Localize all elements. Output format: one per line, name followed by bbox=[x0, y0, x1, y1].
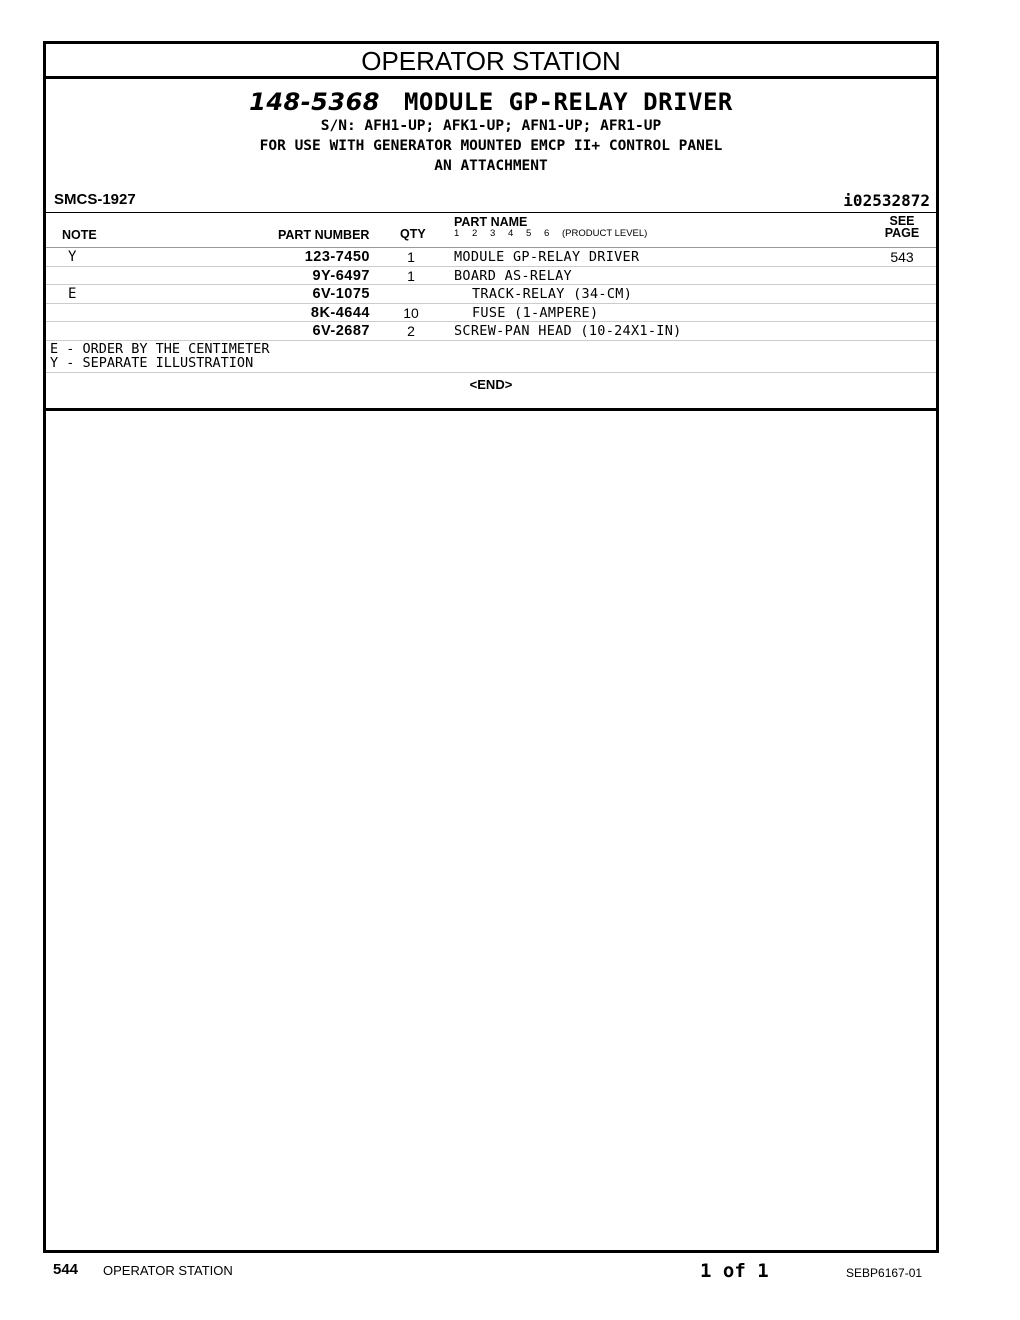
row-qty: 2 bbox=[407, 323, 415, 339]
table-row bbox=[46, 304, 936, 323]
row-part-name: BOARD AS-RELAY bbox=[454, 267, 572, 284]
row-part-number: 8K-4644 bbox=[310, 304, 370, 321]
footnote-y: Y - SEPARATE ILLUSTRATION bbox=[50, 355, 254, 371]
header-qty: QTY bbox=[400, 227, 426, 241]
level-5: 5 bbox=[526, 228, 532, 239]
header-part-name: PART NAME bbox=[454, 215, 528, 229]
header-note: NOTE bbox=[62, 228, 97, 242]
row-qty: 1 bbox=[407, 249, 415, 265]
row-qty: 1 bbox=[407, 267, 415, 284]
smcs-code: SMCS-1927 bbox=[54, 191, 136, 208]
usage-line: FOR USE WITH GENERATOR MOUNTED EMCP II+ CONTROL PANEL bbox=[259, 138, 723, 154]
row-part-number: 6V-1075 bbox=[312, 286, 370, 302]
end-marker: <END> bbox=[469, 376, 513, 392]
footer-section: OPERATOR STATION bbox=[103, 1263, 233, 1278]
title-block bbox=[46, 88, 936, 176]
frame-divider bbox=[46, 408, 936, 411]
footer-page-count: 1 of 1 bbox=[700, 1260, 769, 1282]
header-page: PAGE bbox=[884, 226, 920, 240]
header-see-page bbox=[871, 215, 933, 239]
row-note: Y bbox=[68, 249, 77, 265]
footer-document-id: SEBP6167-01 bbox=[846, 1266, 923, 1280]
footnote-e: E - ORDER BY THE CENTIMETER bbox=[50, 340, 270, 357]
row-part-name: MODULE GP-RELAY DRIVER bbox=[454, 249, 640, 265]
row-part-name: FUSE (1-AMPERE) bbox=[472, 304, 599, 321]
title bbox=[46, 88, 936, 116]
page-footer bbox=[0, 1259, 1020, 1289]
meta-row bbox=[46, 188, 936, 213]
title-part-number: 148-5368 bbox=[249, 88, 380, 116]
footer-page-number: 544 bbox=[53, 1261, 79, 1278]
level-3: 3 bbox=[490, 228, 496, 239]
row-part-name: TRACK-RELAY (34-CM) bbox=[472, 286, 633, 302]
row-part-number: 123-7450 bbox=[304, 249, 370, 265]
table-row bbox=[46, 322, 936, 341]
footnotes bbox=[46, 341, 936, 373]
attachment-line: AN ATTACHMENT bbox=[434, 158, 548, 174]
page-frame bbox=[43, 41, 939, 1253]
level-2: 2 bbox=[472, 228, 478, 239]
header-see: SEE bbox=[889, 214, 915, 228]
level-label: (PRODUCT LEVEL) bbox=[562, 228, 648, 239]
section-header: OPERATOR STATION bbox=[46, 44, 936, 79]
column-headers bbox=[46, 213, 936, 248]
serial-numbers: S/N: AFH1-UP; AFK1-UP; AFN1-UP; AFR1-UP bbox=[320, 118, 662, 134]
illustration-id: i02532872 bbox=[843, 191, 930, 210]
row-part-name: SCREW-PAN HEAD (10-24X1-IN) bbox=[454, 323, 682, 339]
header-product-levels bbox=[454, 228, 647, 239]
level-6: 6 bbox=[544, 228, 550, 239]
level-4: 4 bbox=[508, 228, 514, 239]
row-qty: 10 bbox=[403, 304, 419, 321]
row-part-number: 6V-2687 bbox=[312, 323, 370, 339]
row-part-number: 9Y-6497 bbox=[312, 267, 370, 284]
table-row bbox=[46, 248, 936, 267]
title-name: MODULE GP-RELAY DRIVER bbox=[403, 88, 733, 116]
row-see-page: 543 bbox=[890, 249, 914, 265]
level-1: 1 bbox=[454, 228, 460, 239]
table-row bbox=[46, 267, 936, 286]
table-row bbox=[46, 285, 936, 304]
row-note: E bbox=[68, 286, 77, 302]
header-part-number: PART NUMBER bbox=[278, 228, 370, 242]
